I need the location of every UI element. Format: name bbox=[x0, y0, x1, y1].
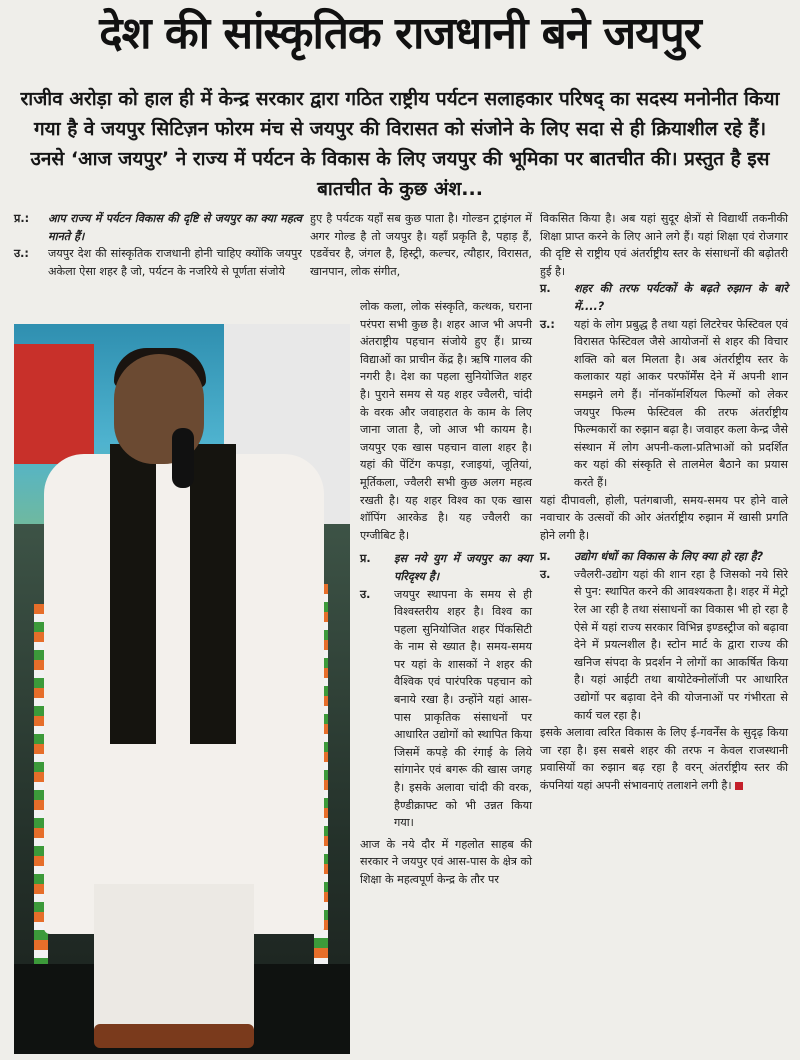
answer-4 bbox=[540, 566, 788, 724]
answer-2 bbox=[360, 586, 532, 832]
question-text: इस नये युग में जयपुर का क्या परिदृश्य है। bbox=[394, 552, 532, 583]
answer-label: उ.: bbox=[14, 247, 29, 261]
speaker-trousers bbox=[94, 884, 254, 1034]
answer-3 bbox=[540, 316, 788, 492]
answer-label: उ. bbox=[360, 587, 371, 601]
question-label: प्र. bbox=[540, 282, 551, 296]
intro-paragraph: राजीव अरोड़ा को हाल ही में केन्द्र सरकार द्वारा गठित राष्ट्रीय पर्यटन सलाहकार परिषद् का सदस्य मनोनीत किया गया है वे जयपुर सिटिज़न फोरम मंच से जयपुर की विरासत को संजोने के लिए सदा से ही क्रियाशील रहे हैं। उनसे ‘आज जयपुर’ ने राज्य में पर्यटन के विकास के लिए जयपुर की भूमिका पर बातचीत की। प्रस्तुत है इस बातचीत के कुछ अंश... bbox=[20, 88, 780, 200]
answer-text: यहां के लोग प्रबुद्ध है तथा यहां लिटरेचर फेस्टिवल एवं विरासत फेस्टिवल जैसे आयोजनों से शहर की विचार शक्ति को बल मिलता है। अब अंतर्राष्ट्रीय स्तर के कलाकार यहां आकर परफॉर्मेंस देने में अपनी शान समझने लगे हैं। नॉनकॉमर्शियल फिल्मों को लेकर जयपुर फिल्म फेस्टिवल की तरफ अंतर्राष्ट्रीय फिल्मकारों का रुझान बढ़ा है। जवाहर कला केन्द्र जैसे संस्थान में लोग अपनी-कला-प्रतिभाओं को प्रदर्शित कर यहां की संस्कृति से तालमेल बैठाने का प्रयास करते हैं। bbox=[574, 317, 788, 489]
question-3 bbox=[540, 280, 788, 315]
paragraph bbox=[540, 724, 788, 794]
answer-text: ज्वैलरी-उद्योग यहां की शान रहा है जिसको नये सिरे से पुन: स्थापित करने की आवश्यकता है। शहर में मेट्रो रेल आ रही है तथा संसाधनों का विकास भी हो रहा है ऐसे में यहां राज्य सरकार विभिन्न इण्डस्ट्रीज को बढ़ावा देने में प्रयत्नशील है। स्टोन मार्ट के द्वारा राज्य की खनिज संपदा के प्रदर्शन ने लोगों का आकर्षित किया है। यहां आईटी तथा बायोटेक्नोलॉजी पर आधारित उद्योगों पर बढ़ावा देने की योजनाओं पर गंभीरता से कार्य चल रहा है। bbox=[574, 567, 788, 722]
answer-text: जयपुर देश की सांस्कृतिक राजधानी होनी चाहिए क्योंकि जयपुर अकेला ऐसा शहर है जो, पर्यटन के नजरिये से पूर्णता संजोये bbox=[48, 247, 302, 278]
paragraph: हुए है पर्यटक यहाँ सब कुछ पाता है। गोल्डन ट्राइंगल में अगर गोल्ड है तो जयपुर है। यहाँ प्रकृति है, पहाड़ हैं, एडवेंचर है, जंगल है, हिस्ट्री, कल्चर, त्यौहार, विरासत, खानपान, लोक संगीत, bbox=[310, 212, 532, 278]
question-label: प्र.: bbox=[14, 212, 30, 225]
question-label: प्र. bbox=[360, 552, 371, 566]
speaker-suit bbox=[44, 454, 324, 934]
paragraph: यहां दीपावली, होली, पतंगबाजी, समय-समय पर होने वाले नवाचार के उत्सवों की ओर अंतर्राष्ट्रीय रुझान में खासी प्रगति होने लगी है। bbox=[540, 493, 788, 542]
speaker-photo bbox=[14, 324, 350, 1054]
page-headline: देश की सांस्कृतिक राजधानी बने जयपुर bbox=[99, 8, 701, 59]
question-label: प्र. bbox=[540, 550, 551, 564]
question-text: उद्योग धंधों का विकास के लिए क्या हो रहा है? bbox=[574, 550, 764, 564]
question-text: आप राज्य में पर्यटन विकास की दृष्टि से जयपुर का क्या महत्व मानते हैं। bbox=[48, 212, 302, 243]
question-text: शहर की तरफ पर्यटकों के बढ़ते रुझान के बारे में....? bbox=[574, 282, 788, 313]
speaker-shoes bbox=[94, 1024, 254, 1048]
question-1 bbox=[14, 210, 302, 245]
paragraph: विकसित किया है। अब यहां सुदूर क्षेत्रों से विद्यार्थी तकनीकी शिक्षा प्राप्त करने के लिए आने लगे हैं। यहां शिक्षा एवं रोजगार की दृष्टि से राष्ट्रीय एवं अंतर्राष्ट्रीय स्तर के संसाधनों की बढ़ोतरी हुई है। bbox=[540, 212, 788, 278]
paragraph: लोक कला, लोक संस्कृति, कत्थक, घराना परंपरा सभी कुछ है। शहर आज भी अपनी अंतराष्ट्रीय पहचान संजोये हुए हैं। प्राच्य विद्याओं का प्राचीन केंद्र है। ऋषि गालव की नगरी है। देश का पहला सुनियोजित शहर है। पुराने समय से यह शहर ज्वैलरी, चांदी के वरक और जवाहरात के काम के लिए जाना जाता है, जो आज भी कायम है। जयपुर एक खास पहचान वाला शहर है। यहां की पेंटिंग कपड़ा, रजाइयां, जूतियां, मूर्तिकला, ज्वैलरी सभी कुछ अलग महत्व रखती है। यह शहर विश्व का एक खास शॉपिंग आरकेड है। यह ज्वैलरी का एग्जीबिट है। bbox=[360, 300, 532, 542]
answer-1 bbox=[14, 245, 302, 280]
column-2-top bbox=[310, 210, 532, 280]
answer-label: उ. bbox=[540, 567, 551, 581]
paragraph-text: इसके अलावा त्वरित विकास के लिए ई-गवर्नेंस के सुदृढ़ किया जा रहा है। इस सबसे शहर की तरफ न केवल राजस्थानी प्रवासियों का रुझान बढ़ रहा है वरन् अंतर्राष्ट्रीय स्तर की कंपनियां यहां अपनी संभावनाएं तलाशने लगी है। bbox=[540, 726, 788, 792]
answer-label: उ.: bbox=[540, 317, 555, 331]
speaker-scarf bbox=[190, 444, 236, 744]
paragraph: आज के नये दौर में गहलोत साहब की सरकार ने जयपुर एवं आस-पास के क्षेत्र को शिक्षा के महत्वपूर्ण केन्द्र के तौर पर bbox=[360, 837, 532, 886]
photo-banner bbox=[14, 344, 94, 464]
end-of-article-mark bbox=[735, 782, 743, 790]
column-2-main bbox=[360, 298, 532, 889]
microphone-icon bbox=[172, 428, 194, 488]
column-1 bbox=[14, 210, 302, 280]
question-4 bbox=[540, 548, 788, 566]
speaker-scarf bbox=[110, 444, 156, 744]
question-2 bbox=[360, 550, 532, 585]
answer-text: जयपुर स्थापना के समय से ही विश्वस्तरीय शहर है। विश्व का पहला सुनियोजित शहर पिंकसिटी के नाम से ख्यात है। समय-समय पर यहां के शासकों ने शहर की वैश्विक एवं पारंपरिक पहचान को बनाये रखा है। उन्होंने यहां आस-पास प्राकृतिक संसाधनों पर आधारित उद्योगों को स्थापित किया जिसमें कपड़े की रंगाई के लिये सांगानेर एवं बगरू की खास जगह है। इसके अलावा चांदी की वरक, हैण्डीक्राफ्ट को भी उन्नत किया गया। bbox=[394, 587, 532, 830]
column-3 bbox=[540, 210, 788, 795]
